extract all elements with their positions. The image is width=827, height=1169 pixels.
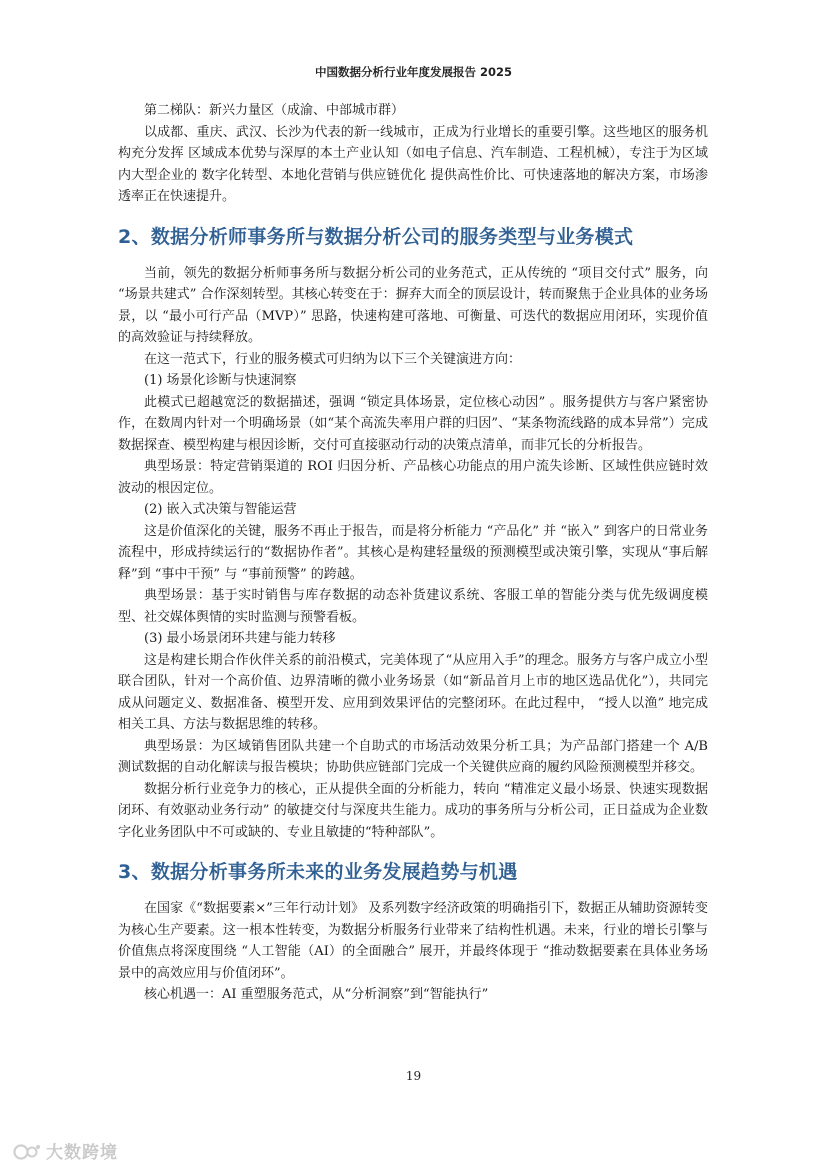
mode-1-example: 典型场景：特定营销渠道的 ROI 归因分析、产品核心功能点的用户流失诊断、区域性供应链时效波动的根因定位。 xyxy=(118,459,708,496)
mode-3-paragraph: 这是构建长期合作伙伴关系的前沿模式，完美体现了“从应用入手”的理念。服务方与客户成立小型联合团队，针对一个高价值、边界清晰的微小业务场景（如“新品首月上市的地区选品优化”），共同完成从问题定义、数据准备、模型开发、应用到效果评估的完整闭环。在此过程中， “授人以渔” 地完成相关工具、方法与数据思维的转移。 xyxy=(118,652,708,732)
section-2-heading: 2、数据分析师事务所与数据分析公司的服务类型与业务模式 xyxy=(118,225,634,248)
tier2-title: 第二梯队：新兴力量区（成渝、中部城市群） xyxy=(144,103,405,118)
tier2-paragraph: 以成都、重庆、武汉、长沙为代表的新一线城市，正成为行业增长的重要引擎。这些地区的服务机构充分发挥 区域成本优势与深厚的本土产业认知（如电子信息、汽车制造、工程机械），专注于为区域内大型企业的 数字化转型、本地化营销与供应链优化 提供高性价比、可快速落地的解决方案，市场渗透率正在快速提升。 xyxy=(118,124,708,204)
mode-2-example: 典型场景：基于实时销售与库存数据的动态补货建议系统、客服工单的智能分类与优先级调度模型、社交媒体舆情的实时监测与预警看板。 xyxy=(118,588,708,625)
logo-icon xyxy=(12,1141,42,1161)
section-3-heading: 3、数据分析事务所未来的业务发展趋势与机遇 xyxy=(118,861,518,883)
section-3-intro: 在国家《“数据要素×”三年行动计划》 及系列数字经济政策的明确指引下，数据正从辅助资源转变为核心生产要素。这一根本性转变，为数据分析服务行业带来了结构性机遇。未来，行业的增长引擎与价值焦点将深度围绕 “人工智能（AI）的全面融合” 展开，并最终体现于 “推动数据要素在具体业务场景中的高效应用与价值闭环”。 xyxy=(118,901,708,981)
running-header: 中国数据分析行业年度发展报告 2025 xyxy=(314,65,512,79)
watermark xyxy=(12,1138,118,1163)
watermark-text: 大数跨境 xyxy=(46,1143,118,1163)
mode-3-example: 典型场景：为区域销售团队共建一个自助式的市场活动效果分析工具；为产品部门搭建一个 A/B 测试数据的自动化解读与报告模块；协助供应链部门完成一个关键供应商的履约风险预测模型并移交。 xyxy=(118,738,708,775)
page-number: 19 xyxy=(405,1069,422,1083)
mode-1-title: (1) 场景化诊断与快速洞察 xyxy=(144,373,297,388)
section-2-paradigm: 在这一范式下，行业的服务模式可归纳为以下三个关键演进方向： xyxy=(144,351,522,367)
opportunity-1: 核心机遇一：AI 重塑服务范式，从“分析洞察”到“智能执行” xyxy=(144,987,489,1002)
mode-1-paragraph: 此模式已超越宽泛的数据描述，强调 “锁定具体场景，定位核心动因” 。服务提供方与客户紧密协作，在数周内针对一个明确场景（如“某个高流失率用户群的归因”、“某条物流线路的成本异常”）完成数据探查、模型构建与根因诊断，交付可直接驱动行动的决策点清单，而非冗长的分析报告。 xyxy=(118,394,708,453)
page-content xyxy=(118,100,708,1006)
section-2-intro: 当前，领先的数据分析师事务所与数据分析公司的业务范式，正从传统的 “项目交付式” 服务，向 “场景共建式” 合作深刻转型。其核心转变在于：摒弃大而全的顶层设计，转而聚焦于企业具体的业务场景，以 “最小可行产品（MVP）” 思路，快速构建可落地、可衡量、可迭代的数据应用闭环，实现价值的高效验证与持续释放。 xyxy=(118,265,708,345)
section-2-conclusion: 数据分析行业竞争力的核心，正从提供全面的分析能力，转向 “精准定义最小场景、快速实现数据闭环、有效驱动业务行动” 的敏捷交付与深度共生能力。成功的事务所与分析公司，正日益成为企业数字化业务团队中不可或缺的、专业且敏捷的“特种部队”。 xyxy=(118,781,708,840)
mode-2-title: (2) 嵌入式决策与智能运营 xyxy=(144,502,297,517)
mode-3-title: (3) 最小场景闭环共建与能力转移 xyxy=(144,631,336,646)
mode-2-paragraph: 这是价值深化的关键，服务不再止于报告，而是将分析能力 “产品化” 并 “嵌入” 到客户的日常业务流程中，形成持续运行的“数据协作者”。其核心是构建轻量级的预测模型或决策引擎，实现从“事后解释”到 “事中干预” 与 “事前预警” 的跨越。 xyxy=(118,523,708,582)
